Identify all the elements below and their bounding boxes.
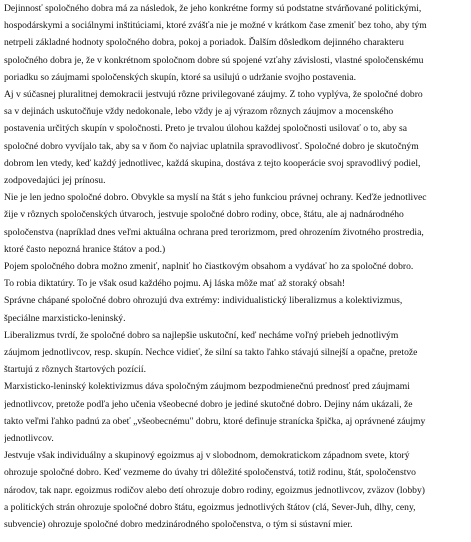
paragraph-2 — [4, 86, 467, 189]
text-line: poriadku so záujmami spoločenských skupín, ktoré sa usilujú o udržanie svojho postavenia. — [4, 71, 356, 83]
text-line: Aj v súčasnej pluralitnej demokracii jestvujú rôzne privilegované záujmy. Z toho vyplýva, že spoločné dobro — [4, 89, 423, 101]
paragraph-1 — [4, 0, 467, 86]
text-line: hospodárskymi a sociálnymi inštitúciami, ktoré zvášťa nie je možné v krátkom čase zmeniť bez toho, aby tým — [4, 20, 427, 32]
text-line: jednotlivcov, pretože podľa jeho učenia všeobecné dobro je jediné skutočné dobro. Dejiny nám ukázali, že — [4, 398, 413, 410]
text-line: Nie je len jedno spoločné dobro. Obvykle sa myslí na štát s jeho funkciou právnej ochrany. Keďže jednotlivec — [4, 192, 427, 204]
text-line: spoločenstva (napríklad dnes veľmi aktuálna ochrana pred terorizmom, pred ohrozením životného prostredia, — [4, 226, 424, 238]
text-line: takto veľmi ľahko padnú za obeť „všeobecnému" dobru, ktoré definuje stranícka špička, aj oprávnené záujmy — [4, 415, 426, 427]
text-line: žije v rôznych spoločenských útvaroch, jestvuje spoločné dobro rodiny, obce, štátu, ale aj nadnárodného — [4, 209, 404, 221]
text-line: postavenia určitých skupín v spoločnosti. Preto je trvalou úlohou každej spoločnosti usilovať o to, aby sa — [4, 123, 407, 135]
text-line: sa v dejinách uskutočňuje vždy nedokonale, lebo vždy je aj výrazom rôznych záujmov a mocenského — [4, 106, 394, 118]
text-line: ktoré často nepozná hranice štátov a pod.) — [4, 243, 166, 255]
paragraph-3 — [4, 189, 467, 258]
paragraph-5 — [4, 292, 467, 326]
text-line: Liberalizmus tvrdí, že spoločné dobro sa najlepšie uskutoční, keď necháme voľný priebeh jednotlivým — [4, 329, 399, 341]
text-line: jednotlivcov. — [4, 433, 54, 445]
text-line: štartujú z rôznych štartových pozícií. — [4, 364, 146, 376]
text-line: Jestvuje však individuálny a skupinový egoizmus aj v slobodnom, demokratickom západnom svete, ktorý — [4, 450, 410, 462]
text-line: spoločného dobra je, že v konkrétnom spoločnom dobre sú spojené vzťahy závislosti, vlastné spoločenskému — [4, 54, 424, 66]
text-line: Dejinnosť spoločného dobra má za následok, že jeho konkrétne formy sú podstatne stvárňované politickými, — [4, 3, 422, 14]
paragraph-4 — [4, 258, 467, 292]
text-line: To robia diktatúry. To je však osud každého pojmu. Aj láska môže mať až storaký obsah! — [4, 278, 346, 290]
text-line: subvencie) ohrozuje spoločné dobro medzinárodného spoločenstva, o tým si sústavní mier. — [4, 519, 353, 531]
text-line: Pojem spoločného dobra možno zmeniť, naplniť ho čiastkovým obsahom a vydávať ho za spoločné dobro. — [4, 261, 414, 273]
text-line: Marxisticko-leninský kolektivizmus dáva spoločným záujmom bezpodmienečnú prednosť pred záujmami — [4, 381, 410, 393]
paragraph-6 — [4, 327, 467, 379]
paragraph-8 — [4, 447, 467, 533]
text-line: ohrozuje spoločné dobro. Keď vezmeme do úvahy tri dôležité spoločenstvá, totiž rodinu, štát, spoločenstvo — [4, 467, 416, 479]
text-line: spoločné dobro vyvíjalo tak, aby sa v ňom čo najviac uplatnila spravodlivosť. Spoločné dobro je skutočným — [4, 140, 419, 152]
text-line: záujmom jednotlivcov, resp. skupín. Nechce vidieť, že silní sa takto ľahko stávajú silnejší a opačne, pretože — [4, 347, 418, 359]
document-page — [4, 0, 467, 542]
text-line: dobrom len vtedy, keď každý jednotlivec, každá skupina, dostáva z tejto kooperácie svoj spravodlivý podiel, — [4, 157, 421, 169]
paragraph-7 — [4, 378, 467, 447]
text-line: Správne chápané spoločné dobro ohrozujú dva extrémy: individualistický liberalizmus a kolektivizmus, — [4, 295, 403, 307]
text-line: a politických strán ohrozuje spoločné dobro štátu, egoizmus jednotlivých štátov (clá, Sever-Juh, dlhy, ceny, — [4, 501, 416, 513]
text-line: netrpeli základné hodnoty spoločného dobra, pokoj a poriadok. Ďalším dôsledkom dejinného charakteru — [4, 37, 404, 49]
text-line: národov, tak napr. egoizmus rodičov alebo detí ohrozuje dobro rodiny, egoizmus jednotlivcov, zväzov (lobby) — [4, 484, 425, 496]
text-line: zodpovedajúci jej prínosu. — [4, 175, 106, 187]
text-line: špeciálne marxisticko-leninský. — [4, 312, 126, 324]
